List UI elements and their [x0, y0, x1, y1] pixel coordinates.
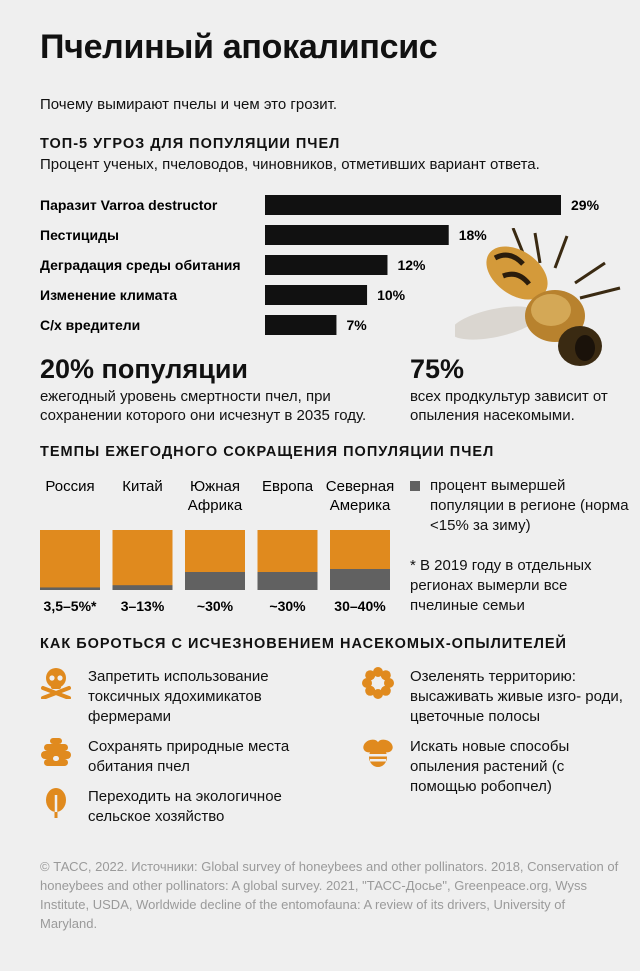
region-label: Африка — [187, 497, 243, 514]
region-bar-dead — [330, 569, 390, 590]
region-bar-dead — [258, 572, 318, 590]
bar-value-label: 18% — [458, 227, 487, 243]
region-label: Америка — [329, 497, 391, 514]
region-value-label: 3–13% — [120, 598, 165, 614]
bar-value-label: 29% — [571, 197, 600, 213]
region-bar-dead — [113, 585, 173, 590]
region-label: Россия — [45, 478, 95, 495]
decline-heading: ТЕМПЫ ЕЖЕГОДНОГО СОКРАЩЕНИЯ ПОПУЛЯЦИИ ПЧЕЛ — [40, 444, 495, 460]
flower-icon — [362, 667, 394, 699]
threat-bar — [265, 315, 336, 335]
region-value-label: 3,5–5%* — [43, 598, 97, 614]
legend-text: процент вымершей популяции в регионе (норма <15% за зиму) — [430, 477, 629, 534]
skull-crossbones-icon — [40, 667, 72, 699]
page-title: Пчелиный апокалипсис — [40, 28, 438, 66]
region-label: Южная — [190, 478, 240, 495]
region-label: Северная — [325, 478, 395, 495]
bar-value-label: 12% — [397, 257, 426, 273]
bee-eye — [575, 335, 595, 361]
stat-population-text: ежегодный уровень смертности пчел, при сохранении которого они исчезнут в 2035 году. — [40, 388, 367, 424]
region-bar-dead — [185, 572, 245, 590]
threat-bar — [265, 225, 449, 245]
fight-item-text: Сохранять природные места обитания пчел — [88, 738, 290, 775]
legend-swatch — [410, 481, 420, 491]
fight-heading: КАК БОРОТЬСЯ С ИСЧЕЗНОВЕНИЕМ НАСЕКОМЫХ-ОПЫЛИТЕЛЕЙ — [40, 636, 567, 652]
region-bar-alive — [40, 530, 100, 590]
bar-label: Деградация среды обитания — [40, 257, 241, 273]
leaf-icon — [40, 787, 72, 819]
bar-label: Паразит Varroa destructor — [40, 197, 218, 213]
bee-illustration — [455, 228, 630, 378]
threats-note: Процент ученых, пчеловодов, чиновников, отметивших вариант ответа. — [40, 156, 540, 173]
threat-bar — [265, 255, 387, 275]
bee-fur — [531, 294, 571, 326]
stat-population-value: 20% популяции — [40, 354, 249, 384]
fight-item-text: Запретить использование токсичных ядохимикатов фермерами — [88, 668, 269, 725]
region-label: Китай — [122, 478, 163, 495]
fight-item-text: Озеленять территорию: высаживать живые изго- роди, цветочные полосы — [410, 668, 623, 725]
threats-heading: ТОП-5 УГРОЗ ДЛЯ ПОПУЛЯЦИИ ПЧЕЛ — [40, 136, 341, 152]
fight-item-text: Переходить на экологичное сельское хозяйство — [88, 788, 282, 825]
region-label: Европа — [261, 478, 314, 495]
bar-label: Пестициды — [40, 227, 119, 243]
region-bar-alive — [113, 530, 173, 590]
bar-value-label: 10% — [377, 287, 406, 303]
sources-credits: © ТАСС, 2022. Источники: Global survey of honeybees and other pollinators. 2018, Conservation of honeybees and other pollinators: A global survey. 2021, "ТАСС-Досье", Greenpeace.org, Wyss Institute, USDA, Worldwide decline of the entomofauna: A review of its drivers, University of Maryland. — [40, 859, 619, 931]
stat-crops-value: 75% — [410, 354, 465, 384]
beehive-icon — [40, 737, 72, 769]
region-value-label: ~30% — [269, 598, 306, 614]
decline-bar-chart — [0, 470, 410, 620]
bar-label: Изменение климата — [40, 287, 178, 303]
threat-bar — [265, 195, 561, 215]
page-subtitle: Почему вымирают пчелы и чем это грозит. — [40, 96, 338, 113]
fight-item-text: Искать новые способы опыления растений (с помощью робопчел) — [410, 738, 570, 795]
region-value-label: 30–40% — [334, 598, 386, 614]
region-value-label: ~30% — [196, 598, 234, 614]
bee-icon — [362, 737, 394, 769]
region-bar-dead — [40, 587, 100, 590]
bar-label: С/х вредители — [40, 317, 141, 333]
bar-value-label: 7% — [346, 317, 367, 333]
stat-crops-text: всех продкультур зависит от опыления насекомыми. — [410, 388, 608, 424]
threat-bar — [265, 285, 367, 305]
decline-footnote: * В 2019 году в отдельных регионах вымерли все пчелиные семьи — [410, 557, 592, 614]
